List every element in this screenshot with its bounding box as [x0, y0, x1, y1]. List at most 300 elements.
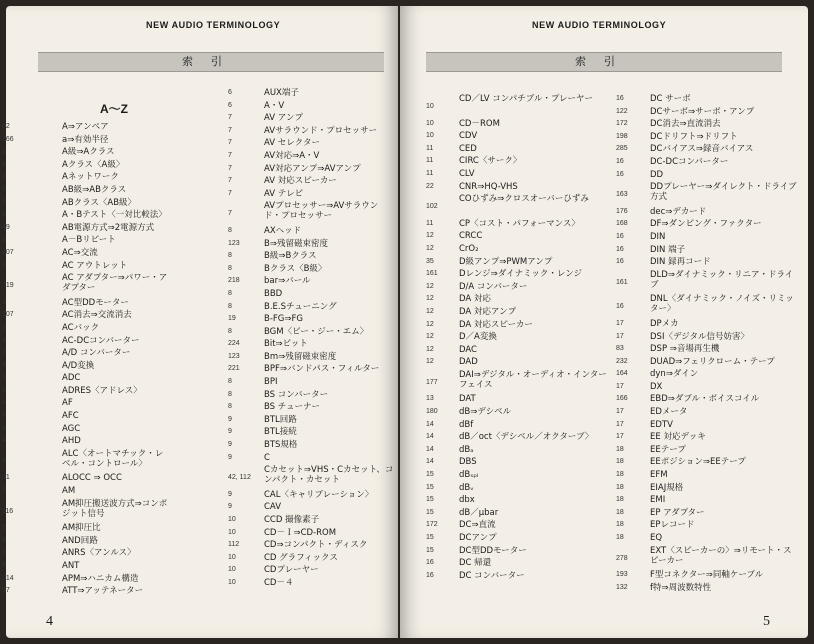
entry-term: dyn⇒ダイン: [650, 369, 699, 380]
entry-page-ref: 4: [2, 437, 6, 445]
entry-page-ref: 16: [616, 303, 624, 311]
entry-term: EQ: [650, 533, 663, 543]
entry-page-ref: 4: [2, 412, 6, 420]
entry-page-ref: 177: [426, 378, 438, 386]
index-entry: [616, 270, 802, 295]
index-entry: [616, 432, 802, 445]
entry-page-ref: 4: [2, 424, 6, 432]
entry-page-ref: 3: [2, 323, 6, 331]
entry-page-ref: 9: [228, 415, 232, 423]
index-entry: [616, 394, 802, 407]
entry-term: EDメータ: [650, 407, 688, 418]
entry-page-ref: 6: [228, 89, 232, 96]
entry-term: CDV: [459, 131, 478, 142]
index-entry: [228, 138, 393, 151]
entry-page-ref: 9: [228, 453, 232, 461]
entry-term: AC消去⇒交流消去: [62, 310, 132, 321]
entry-term: AV セレクター: [264, 138, 320, 149]
entry-term: DCアンプ: [459, 533, 497, 543]
entry-term: ALOCC ⇒ OCC: [62, 473, 122, 484]
entry-page-ref: 16: [616, 95, 624, 102]
entry-page-ref: 16: [616, 170, 624, 178]
index-entry: [616, 132, 802, 145]
entry-page-ref: 9: [228, 503, 232, 511]
entry-page-ref: 18: [616, 534, 624, 541]
entry-term: EDTV: [650, 419, 673, 430]
index-entry: [2, 398, 157, 411]
index-entry: [2, 561, 157, 574]
entry-page-ref: 8: [228, 390, 232, 398]
entry-term: f特⇒周波数特性: [650, 582, 712, 593]
index-entry: [426, 244, 606, 257]
entry-term: D／A変換: [459, 332, 497, 343]
entry-page-ref: 18: [616, 496, 624, 504]
index-entry: [2, 424, 157, 437]
entry-term: Bクラス〈B級〉: [264, 263, 327, 274]
entry-term: AM抑圧搬送波方式⇒コンポジット信号: [62, 498, 168, 519]
entry-term: ANT: [62, 561, 80, 571]
entry-term: DSI〈デジタル信号妨害〉: [650, 331, 749, 342]
entry-page-ref: 3: [2, 374, 6, 382]
entry-term: CD－４: [264, 577, 294, 588]
entry-term: EPレコード: [650, 520, 695, 531]
entry-term: A級⇒Aクラス: [62, 147, 115, 158]
entry-term: C: [264, 452, 270, 463]
entry-term: AF: [62, 398, 73, 409]
entry-page-ref: 132: [616, 583, 628, 591]
entry-term: AM: [62, 486, 76, 497]
entry-term: Bit⇒ビット: [264, 339, 308, 350]
index-entry: [2, 386, 157, 399]
index-entry: [2, 486, 157, 499]
entry-page-ref: 8: [228, 327, 232, 335]
entry-page-ref: 10: [426, 103, 434, 110]
entry-term: DIN: [650, 231, 666, 242]
index-entry: [616, 257, 802, 270]
entry-page-ref: 11: [426, 219, 434, 227]
index-entry: [616, 107, 802, 120]
index-entry: [426, 119, 606, 132]
entry-term: ANRS〈アンルス〉: [62, 548, 136, 559]
entry-term: B級⇒Bクラス: [264, 251, 317, 262]
index-entry: [426, 94, 606, 119]
entry-page-ref: 62: [2, 123, 10, 130]
index-entry: [228, 565, 393, 578]
entry-term: DCサーボ⇒サーボ・アンプ: [650, 106, 755, 117]
entry-page-ref: 218: [228, 277, 240, 285]
entry-page-ref: 278: [616, 554, 628, 562]
entry-page-ref: 16: [426, 571, 434, 579]
index-entry: [616, 245, 802, 258]
index-entry: [2, 135, 157, 148]
entry-page-ref: 12: [426, 244, 434, 252]
entry-page-ref: 49: [2, 223, 10, 231]
entry-term: CLV: [459, 168, 475, 179]
index-entry: [2, 198, 157, 211]
index-entry: [616, 344, 802, 357]
index-entry: [228, 176, 393, 189]
index-entry: [426, 282, 606, 295]
entry-page-ref: 8: [228, 226, 232, 234]
entry-term: D級アンプ⇒PWMアンプ: [459, 256, 553, 267]
entry-term: EE 対応デッキ: [650, 432, 706, 443]
index-entry: [2, 548, 157, 561]
index-entry: [228, 226, 393, 239]
index-entry: [2, 147, 157, 160]
index-entry: [426, 495, 606, 508]
entry-page-ref: 13: [426, 395, 434, 403]
entry-page-ref: 7: [228, 126, 232, 134]
index-entry: [228, 390, 393, 403]
entry-page-ref: 112: [228, 541, 240, 549]
entry-page-ref: 221: [228, 365, 240, 373]
entry-page-ref: 107: [2, 248, 14, 256]
entry-page-ref: 2: [2, 185, 6, 193]
entry-term: AXヘッド: [264, 225, 302, 236]
entry-page-ref: 11: [426, 144, 434, 152]
entry-page-ref: 3: [2, 298, 6, 306]
entry-page-ref: 7: [228, 189, 232, 197]
entry-term: AUX端子: [264, 88, 299, 98]
entry-page-ref: 102: [426, 203, 438, 211]
entry-term: ACバック: [62, 322, 100, 333]
entry-page-ref: 18: [616, 508, 624, 516]
page-number: 4: [46, 614, 53, 629]
index-entry: [616, 508, 802, 521]
entry-term: AVサラウンド・プロセッサー: [264, 125, 378, 136]
entry-term: AGC: [62, 423, 81, 434]
index-entry: [426, 420, 606, 433]
index-entry: [228, 276, 393, 289]
index-entry: [228, 327, 393, 340]
entry-term: D/A コンバーター: [459, 281, 528, 292]
entry-term: DIN 端子: [650, 244, 686, 255]
entry-term: A・V: [264, 100, 285, 111]
entry-page-ref: 163: [616, 191, 628, 199]
entry-term: DC消去⇒直流消去: [650, 119, 721, 130]
entry-term: AND回路: [62, 535, 98, 546]
entry-term: DC型DDモーター: [459, 545, 527, 556]
index-column: [426, 94, 606, 583]
index-entry: [228, 502, 393, 515]
entry-term: F型コネクター⇒同軸ケーブル: [650, 570, 764, 581]
entry-term: AB級⇒ABクラス: [62, 184, 127, 195]
entry-page-ref: 8: [228, 289, 232, 297]
entry-term: BPF⇒バンドパス・フィルター: [264, 364, 380, 375]
entry-term: CD／LV コンパチブル・プレーヤー: [459, 94, 594, 104]
index-entry: [228, 427, 393, 440]
entry-term: bar⇒バール: [264, 276, 311, 287]
index-entry: [228, 415, 393, 428]
entry-term: EMI: [650, 495, 666, 506]
index-entry: [616, 294, 802, 319]
page-number: 5: [763, 614, 770, 629]
entry-term: EFM: [650, 470, 668, 481]
entry-term: BTS規格: [264, 440, 298, 451]
entry-term: DAT: [459, 394, 476, 405]
index-entry: [426, 320, 606, 333]
index-entry: [2, 298, 157, 311]
entry-page-ref: 8: [228, 378, 232, 386]
entry-term: BS チューナー: [264, 402, 321, 413]
index-entry: [426, 457, 606, 470]
index-entry: [2, 235, 157, 248]
entry-term: DAI⇒デジタル・オーディオ・インターフェイス: [459, 369, 607, 390]
entry-page-ref: 2: [2, 236, 6, 244]
entry-page-ref: 7: [228, 177, 232, 185]
index-entry: [426, 257, 606, 270]
entry-page-ref: 15: [426, 483, 434, 491]
entry-page-ref: 11: [426, 157, 434, 165]
entry-page-ref: 83: [616, 345, 624, 353]
entry-term: EEテープ: [650, 444, 686, 455]
entry-page-ref: 2: [2, 148, 6, 156]
entry-page-ref: 12: [426, 320, 434, 328]
entry-term: AV対応アンプ⇒AVアンプ: [264, 163, 361, 174]
entry-page-ref: 5: [2, 562, 6, 569]
entry-term: DA 対応アンプ: [459, 306, 517, 317]
entry-term: BPI: [264, 377, 278, 388]
index-entry: [616, 207, 802, 220]
index-entry: [616, 382, 802, 395]
index-entry: [228, 339, 393, 352]
index-entry: [228, 251, 393, 264]
entry-term: CrO₂: [459, 243, 479, 254]
index-entry: [616, 533, 802, 546]
entry-term: Aクラス〈A級〉: [62, 159, 125, 170]
index-entry: [2, 261, 157, 274]
entry-term: EP アダプター: [650, 507, 705, 518]
entry-term: AFC: [62, 411, 79, 422]
entry-page-ref: 266: [2, 135, 14, 143]
entry-term: DA 対応スピーカー: [459, 319, 533, 330]
index-column: [228, 88, 393, 591]
index-entry: [228, 314, 393, 327]
index-entry: [228, 402, 393, 415]
index-entry: [2, 498, 168, 524]
entry-term: AV テレビ: [264, 188, 304, 199]
index-entry: [228, 113, 393, 126]
entry-term: AV アンプ: [264, 113, 303, 124]
index-entry: [426, 131, 606, 144]
entry-term: DA 対応: [459, 294, 491, 305]
index-column: [2, 122, 168, 599]
index-entry: [2, 436, 157, 449]
entry-page-ref: 12: [426, 295, 434, 303]
entry-term: BS コンバーター: [264, 389, 329, 400]
index-banner: 索引: [426, 52, 782, 72]
entry-term: CCD 撮像素子: [264, 515, 320, 525]
entry-term: AC アダプター⇒パワー・アダプター: [62, 273, 168, 294]
entry-term: DAC: [459, 344, 477, 355]
index-entry: [228, 302, 393, 315]
entry-term: A－Bリピート: [62, 235, 116, 246]
entry-page-ref: 11: [426, 169, 434, 177]
entry-term: B.E.Sチューニング: [264, 301, 337, 312]
entry-page-ref: 10: [228, 516, 236, 523]
index-entry: [2, 273, 168, 298]
entry-page-ref: 8: [228, 264, 232, 272]
entry-term: AC アウトレット: [62, 260, 128, 271]
index-entry: [616, 332, 802, 345]
index-entry: [2, 411, 157, 424]
entry-page-ref: 7: [228, 139, 232, 147]
entry-page-ref: 17: [616, 319, 624, 327]
index-entry: [616, 583, 802, 596]
entry-term: DBS: [459, 457, 477, 468]
running-head: NEW AUDIO TERMINOLOGY: [146, 20, 281, 30]
entry-term: ALC〈オートマチック・レベル・コントロール〉: [62, 448, 164, 469]
entry-page-ref: 17: [616, 433, 624, 441]
entry-term: CRCC: [459, 231, 483, 242]
entry-page-ref: 12: [426, 358, 434, 366]
entry-page-ref: 12: [426, 307, 434, 315]
entry-page-ref: 219: [2, 282, 14, 290]
entry-page-ref: 7: [228, 210, 232, 218]
entry-term: CAL〈キャリブレーション〉: [264, 489, 374, 500]
index-entry: [426, 445, 606, 458]
entry-page-ref: 18: [616, 471, 624, 479]
index-entry: [616, 570, 802, 583]
entry-page-ref: 7: [228, 151, 232, 159]
entry-page-ref: 16: [426, 559, 434, 567]
entry-page-ref: 57: [2, 587, 10, 595]
entry-page-ref: 14: [426, 433, 434, 441]
index-entry: [228, 490, 393, 503]
entry-term: B⇒残留磁束密度: [264, 238, 328, 249]
entry-page-ref: 161: [426, 270, 438, 278]
entry-term: EEポジション⇒EEテープ: [650, 457, 746, 468]
entry-term: a⇒有効半径: [62, 134, 109, 145]
entry-page-ref: 9: [228, 490, 232, 498]
index-entry: [426, 533, 606, 546]
entry-term: BGM〈ビー・ジー・エム〉: [264, 326, 369, 337]
entry-term: DCバイアス⇒録音バイアス: [650, 144, 754, 155]
entry-term: dBₐ: [459, 444, 474, 455]
index-entry: [228, 264, 393, 277]
entry-term: Bm⇒残留磁束密度: [264, 351, 337, 362]
entry-term: dB／oct〈デシベル／オクターブ〉: [459, 432, 594, 443]
index-entry: [616, 457, 802, 470]
entry-page-ref: 5: [2, 487, 6, 495]
entry-term: CD－ROM: [459, 118, 500, 129]
entry-term: BTL回路: [264, 414, 297, 425]
index-entry: [228, 465, 393, 490]
index-entry: [228, 540, 393, 553]
entry-page-ref: 15: [426, 471, 434, 479]
index-entry: [426, 294, 606, 307]
entry-page-ref: 12: [426, 333, 434, 341]
entry-term: CAV: [264, 502, 282, 513]
index-entry: [426, 219, 606, 232]
entry-term: dB／μbar: [459, 507, 499, 518]
entry-page-ref: 7: [228, 114, 232, 122]
right-page: [400, 6, 808, 638]
entry-term: EBD⇒ダブル・ボイスコイル: [650, 394, 760, 405]
entry-term: ADRES〈アドレス〉: [62, 385, 142, 396]
entry-page-ref: 2: [2, 160, 6, 168]
entry-page-ref: 15: [426, 508, 434, 516]
entry-page-ref: 4: [2, 386, 6, 394]
index-entry: [2, 448, 164, 474]
entry-page-ref: 5: [2, 536, 6, 544]
entry-term: EIAJ規格: [650, 482, 684, 493]
index-entry: [426, 394, 606, 407]
index-entry: [2, 172, 157, 185]
entry-page-ref: 42, 112: [228, 474, 251, 482]
index-entry: [2, 348, 157, 361]
index-entry: [228, 377, 393, 390]
index-entry: [426, 558, 606, 571]
entry-page-ref: 224: [228, 340, 240, 348]
index-entry: [228, 201, 393, 226]
index-entry: [426, 169, 606, 182]
entry-term: DCドリフト⇒ドリフト: [650, 131, 738, 142]
entry-term: ATT⇒アッテネーター: [62, 586, 144, 597]
index-entry: [616, 470, 802, 483]
entry-term: APM⇒ハニカム構造: [62, 573, 139, 584]
index-entry: [2, 361, 157, 374]
entry-page-ref: 3: [2, 349, 6, 357]
entry-term: CED: [459, 143, 477, 154]
index-entry: [228, 364, 393, 377]
entry-term: dbx: [459, 495, 475, 506]
entry-page-ref: 9: [228, 428, 232, 436]
index-entry: [228, 239, 393, 252]
entry-term: dBᵥ: [459, 482, 474, 493]
index-entry: [426, 345, 606, 358]
entry-term: CNR⇒HQ-VHS: [459, 181, 518, 192]
entry-term: AC⇒交流: [62, 247, 98, 258]
entry-page-ref: 4: [2, 399, 6, 407]
index-entry: [426, 483, 606, 496]
entry-term: CDプレーヤー: [264, 565, 319, 576]
entry-page-ref: 172: [616, 120, 628, 128]
index-entry: [426, 432, 606, 445]
entry-term: dBₛₚₗ: [459, 470, 479, 481]
index-entry: [616, 232, 802, 245]
entry-term: DC 帰還: [459, 558, 492, 569]
entry-page-ref: 17: [616, 408, 624, 416]
index-entry: [2, 323, 157, 336]
entry-page-ref: 17: [616, 332, 624, 340]
entry-term: A・Bテスト〈一対比較法〉: [62, 210, 167, 221]
index-entry: [2, 210, 167, 223]
entry-page-ref: 107: [2, 311, 14, 319]
index-entry: [616, 445, 802, 458]
index-entry: [616, 495, 802, 508]
entry-term: CIRC〈サーク〉: [459, 156, 522, 167]
entry-term: AV対応⇒A・V: [264, 150, 320, 161]
index-entry: [426, 269, 606, 282]
entry-term: A⇒アンペア: [62, 122, 109, 132]
index-entry: [426, 470, 606, 483]
entry-page-ref: 123: [228, 352, 240, 360]
index-entry: [2, 310, 157, 323]
index-entry: [616, 369, 802, 382]
index-entry: [616, 119, 802, 132]
index-entry: [616, 170, 802, 183]
entry-term: CP〈コスト・パフォーマンス〉: [459, 218, 580, 229]
index-entry: [228, 578, 393, 591]
entry-term: DAD: [459, 357, 478, 368]
left-page: [2, 6, 398, 638]
entry-page-ref: 14: [426, 458, 434, 466]
entry-page-ref: 8: [228, 252, 232, 260]
entry-page-ref: 35: [426, 257, 434, 265]
entry-page-ref: 7: [228, 164, 232, 172]
entry-term: DF⇒ダンピング・ファクター: [650, 219, 762, 230]
